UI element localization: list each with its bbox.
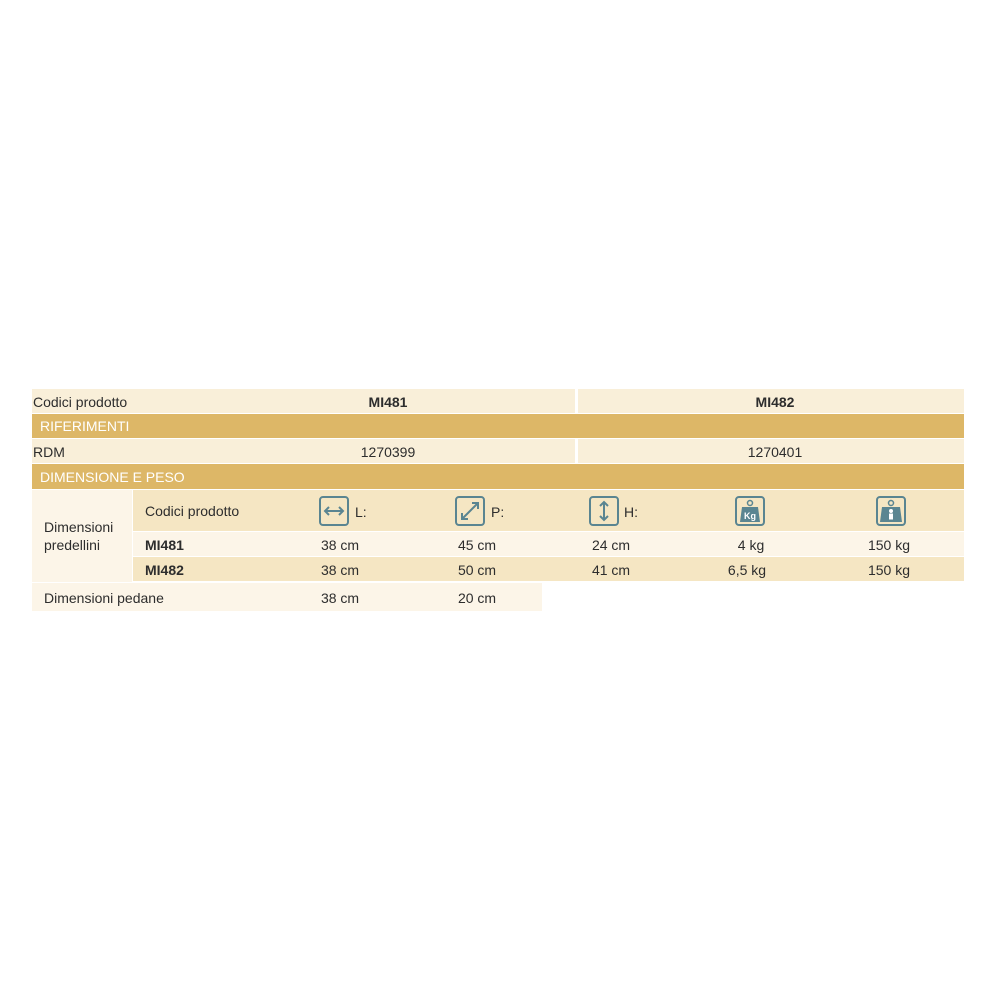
section-riferimenti bbox=[32, 414, 964, 438]
row-1-p: 45 cm bbox=[457, 537, 497, 553]
kg-weight-icon bbox=[735, 496, 765, 526]
col-l-label: L: bbox=[355, 504, 367, 520]
section-riferimenti-title: RIFERIMENTI bbox=[40, 418, 130, 434]
table-row-2-bg bbox=[133, 557, 964, 581]
header-product-1: MI481 bbox=[368, 394, 408, 410]
row-2-p: 50 cm bbox=[457, 562, 497, 578]
col-p-label: P: bbox=[491, 504, 505, 520]
row-1-load: 150 kg bbox=[867, 537, 911, 553]
col-h-label: H: bbox=[624, 504, 638, 520]
row-1-code: MI481 bbox=[145, 537, 184, 553]
group-label-line-2: predellini bbox=[44, 537, 101, 553]
row-2-weight: 6,5 kg bbox=[727, 562, 767, 578]
rdm-value-2: 1270401 bbox=[747, 444, 803, 460]
pedane-p: 20 cm bbox=[457, 590, 497, 606]
header-label: Codici prodotto bbox=[33, 394, 128, 410]
group-label-cell bbox=[32, 490, 132, 582]
row-1-l: 38 cm bbox=[320, 537, 360, 553]
row-1-h: 24 cm bbox=[591, 537, 631, 553]
rdm-row-left bbox=[32, 439, 575, 463]
row-2-l: 38 cm bbox=[320, 562, 360, 578]
pedane-l: 38 cm bbox=[320, 590, 360, 606]
sub-header-label: Codici prodotto bbox=[145, 503, 240, 519]
row-2-h: 41 cm bbox=[591, 562, 631, 578]
row-2-load: 150 kg bbox=[867, 562, 911, 578]
depth-diagonal-icon bbox=[455, 496, 485, 526]
section-dimensione-title: DIMENSIONE E PESO bbox=[40, 469, 185, 485]
rdm-value-1: 1270399 bbox=[360, 444, 416, 460]
rdm-label: RDM bbox=[33, 444, 65, 460]
svg-text:Kg: Kg bbox=[744, 511, 756, 521]
header-product-2: MI482 bbox=[755, 394, 795, 410]
sub-header-row bbox=[133, 490, 964, 531]
height-arrows-icon bbox=[589, 496, 619, 526]
width-arrows-icon bbox=[319, 496, 349, 526]
max-load-icon bbox=[876, 496, 906, 526]
pedane-label: Dimensioni pedane bbox=[44, 590, 164, 606]
group-label-line-1: Dimensioni bbox=[44, 519, 114, 535]
row-2-code: MI482 bbox=[145, 562, 184, 578]
row-1-weight: 4 kg bbox=[737, 537, 765, 553]
table-row-1-bg bbox=[133, 532, 964, 556]
